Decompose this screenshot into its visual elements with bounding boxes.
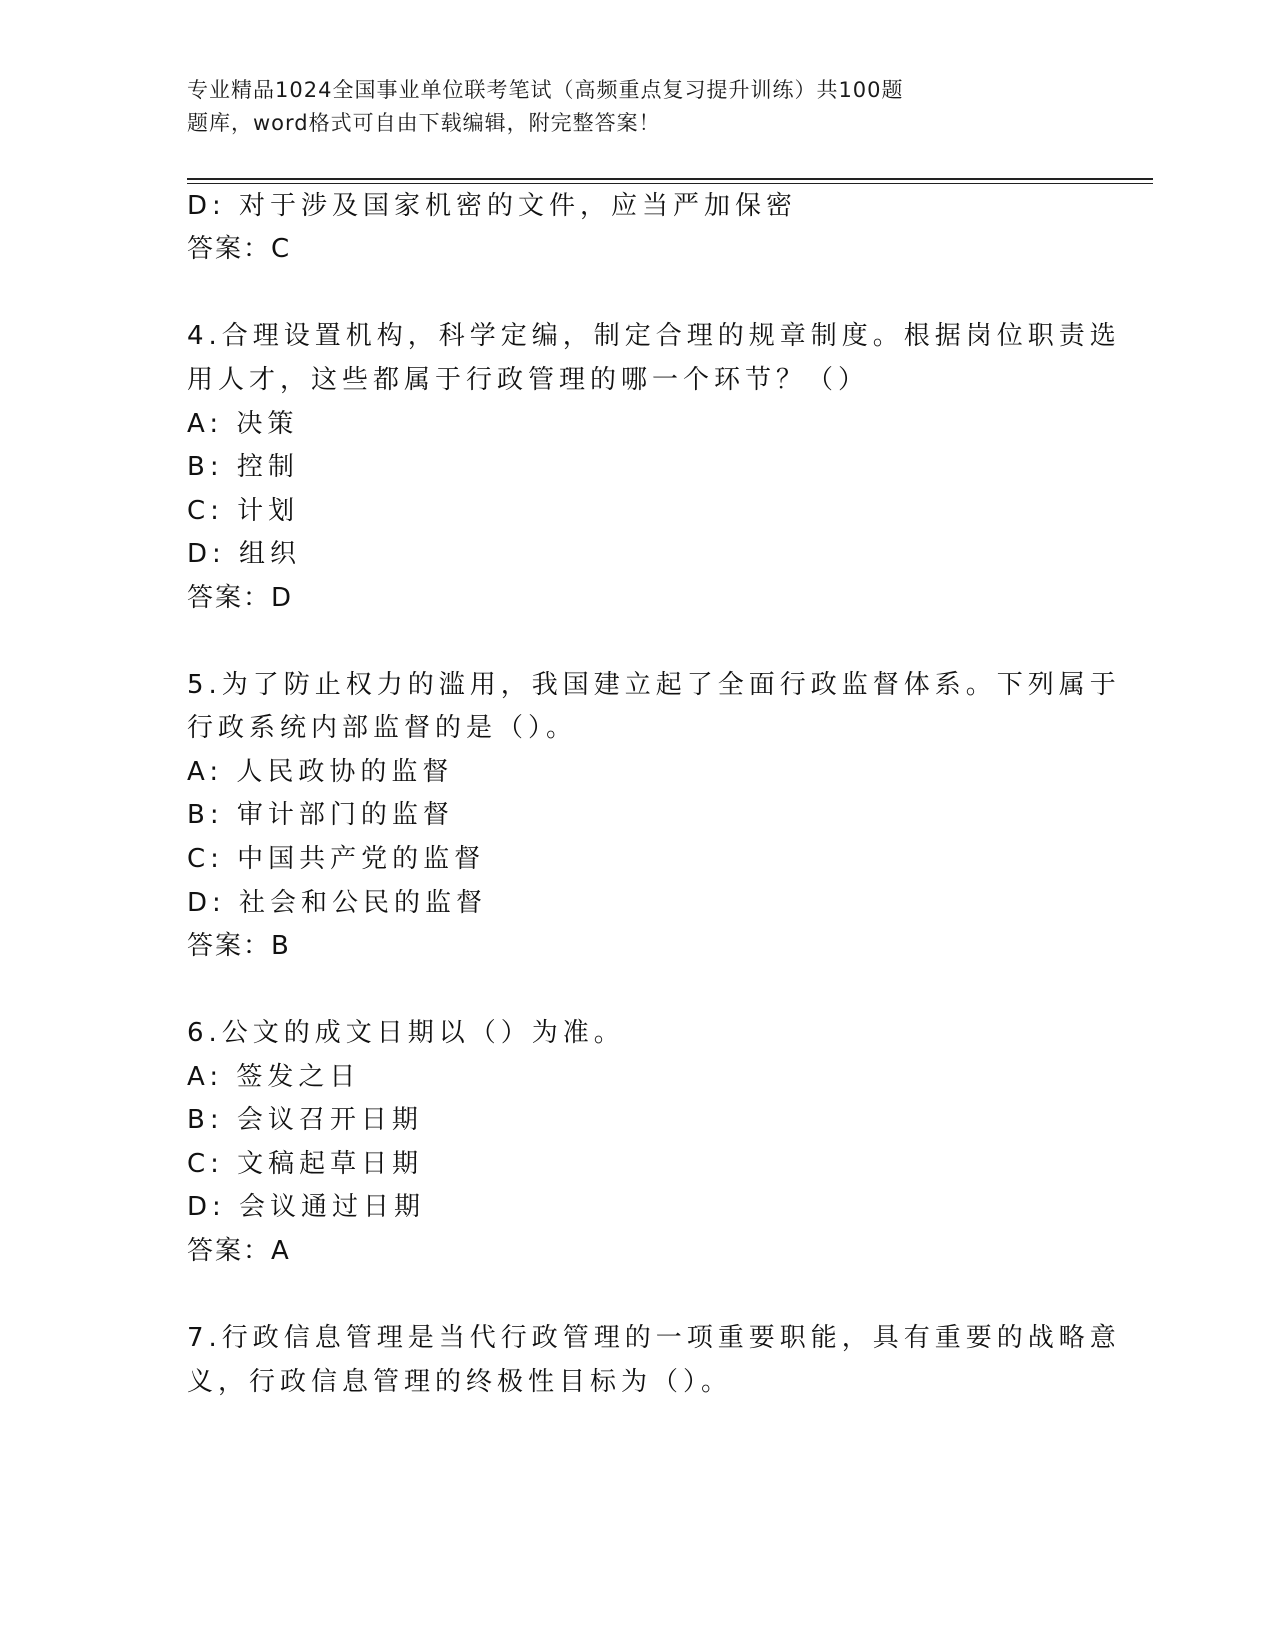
question-7-stem-line-1: 7.行政信息管理是当代行政管理的一项重要职能，具有重要的战略意 <box>187 1323 1121 1353</box>
question-6-option-d: D: 会议通过日期 <box>187 1192 426 1222</box>
question-4-stem-line-2: 用人才，这些都属于行政管理的哪一个环节？（） <box>187 365 870 395</box>
question-4-option-b: B: 控制 <box>187 452 299 482</box>
question-6-option-a: A: 签发之日 <box>187 1062 361 1092</box>
question-5-option-a: A: 人民政协的监督 <box>187 757 454 787</box>
question-6-answer: 答案：A <box>187 1236 291 1266</box>
question-6-stem-line-1: 6.公文的成文日期以（）为准。 <box>187 1018 625 1048</box>
header-divider-thin <box>187 183 1153 184</box>
question-5-stem-line-2: 行政系统内部监督的是（）。 <box>187 713 578 743</box>
header-divider-thick <box>187 178 1153 180</box>
question-4-option-a: A: 决策 <box>187 409 299 439</box>
question-5-stem-line-1: 5.为了防止权力的滥用，我国建立起了全面行政监督体系。下列属于 <box>187 670 1121 700</box>
question-6-option-c: C: 文稿起草日期 <box>187 1149 424 1179</box>
header-title-line-1: 专业精品1024全国事业单位联考笔试（高频重点复习提升训练）共100题 <box>187 78 904 102</box>
prev-question-option-d: D: 对于涉及国家机密的文件，应当严加保密 <box>187 191 798 221</box>
question-5-option-c: C: 中国共产党的监督 <box>187 844 486 874</box>
prev-question-answer: 答案：C <box>187 234 292 264</box>
document-header <box>187 74 1007 140</box>
question-4-option-c: C: 计划 <box>187 496 300 526</box>
question-4-stem-line-1: 4.合理设置机构，科学定编，制定合理的规章制度。根据岗位职责选 <box>187 321 1121 351</box>
question-5-option-b: B: 审计部门的监督 <box>187 800 454 830</box>
question-5-option-d: D: 社会和公民的监督 <box>187 888 488 918</box>
question-6-option-b: B: 会议召开日期 <box>187 1105 423 1135</box>
question-4-option-d: D: 组织 <box>187 539 302 569</box>
question-4-answer: 答案：D <box>187 583 294 613</box>
question-7-stem-line-2: 义，行政信息管理的终极性目标为（）。 <box>187 1367 733 1397</box>
header-title-line-2: 题库，word格式可自由下载编辑，附完整答案！ <box>187 111 661 135</box>
question-5-answer: 答案：B <box>187 931 291 961</box>
